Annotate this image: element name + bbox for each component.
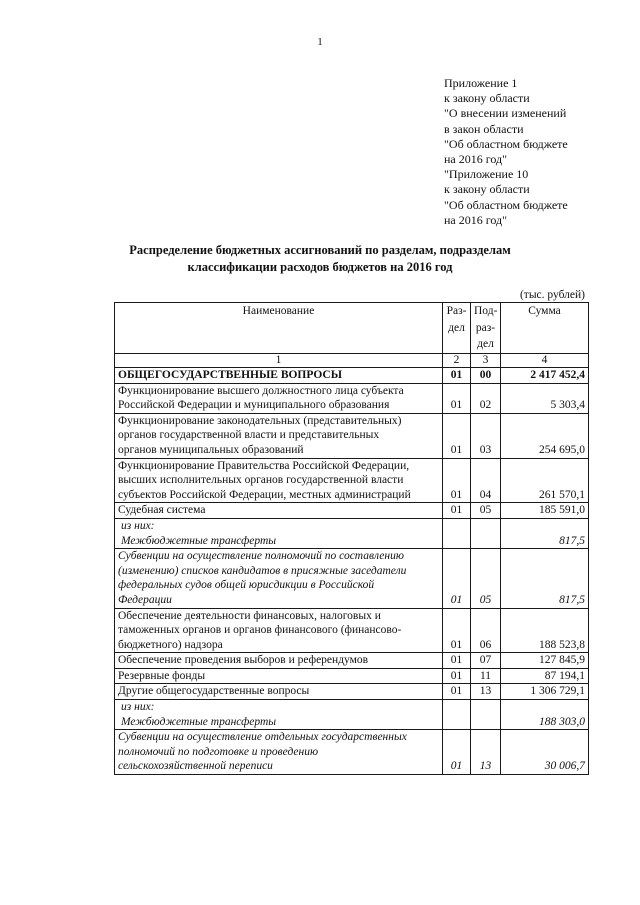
row-amount: 254 695,0 — [501, 413, 589, 458]
row-name-line: Федерации — [118, 593, 172, 606]
row-name-line: Функционирование высшего должностного лица субъекта — [118, 384, 404, 397]
page-number: 1 — [317, 36, 323, 48]
table-row — [115, 549, 589, 608]
row-amount: 188 303,0 — [501, 700, 589, 730]
row-name — [115, 608, 443, 653]
row-section: 01 — [443, 730, 471, 775]
row-name-line: федеральных судов общей юрисдикции в Российской — [118, 579, 375, 592]
appendix-line: к закону области — [444, 91, 530, 106]
appendix-line: "Приложение 10 — [444, 167, 529, 182]
row-amount: 30 006,7 — [501, 730, 589, 775]
row-section: 01 — [443, 684, 471, 700]
row-section — [443, 700, 471, 730]
row-name-line: Обеспечение деятельности финансовых, налоговых и — [118, 609, 381, 622]
header-subsection — [471, 303, 501, 354]
row-amount: 185 591,0 — [501, 503, 589, 519]
row-name-line: (изменению) списков кандидатов в присяжные заседатели — [118, 564, 407, 577]
row-amount: 127 845,9 — [501, 653, 589, 669]
row-name-line: из них: — [121, 701, 155, 714]
row-amount: 1 306 729,1 — [501, 684, 589, 700]
header-subsection-line: раз- — [475, 321, 496, 334]
row-name-line: органов государственной власти и представительных — [118, 429, 380, 442]
column-number: 2 — [443, 354, 471, 368]
header-amount: Сумма — [501, 303, 589, 354]
row-name — [115, 730, 443, 775]
table-header-row — [115, 303, 589, 354]
table-row — [115, 730, 589, 775]
row-name-line: Межбюджетные трансферты — [121, 534, 277, 547]
row-name-line: Межбюджетные трансферты — [121, 715, 277, 728]
row-section: 01 — [443, 458, 471, 503]
row-subsection — [471, 700, 501, 730]
units-label: (тыс. рублей) — [519, 289, 585, 301]
header-section-line: дел — [448, 321, 465, 334]
row-name — [115, 413, 443, 458]
row-name — [115, 518, 443, 548]
row-name — [115, 368, 443, 384]
row-name-line: полномочий по подготовке и проведению — [118, 745, 319, 758]
header-section-line: Раз- — [446, 305, 467, 317]
title-line: Распределение бюджетных ассигнований по разделам, подразделам — [129, 243, 511, 257]
appendix-line: "Об областном бюджете — [444, 197, 568, 212]
appendix-line: к закону области — [444, 182, 530, 197]
row-amount: 261 570,1 — [501, 458, 589, 503]
row-subsection: 05 — [471, 549, 501, 608]
column-number: 4 — [501, 354, 589, 368]
row-section: 01 — [443, 368, 471, 384]
row-amount: 817,5 — [501, 518, 589, 548]
header-name: Наименование — [115, 303, 443, 354]
table-row — [115, 653, 589, 669]
appendix-line: "О внесении изменений — [444, 106, 567, 121]
table-row — [115, 458, 589, 503]
column-number-row — [115, 354, 589, 368]
table-row — [115, 413, 589, 458]
row-name-line: таможенных органов и органов финансового (финансово- — [118, 624, 402, 637]
row-name-line: бюджетного) надзора — [118, 638, 223, 651]
row-name-line: Субвенции на осуществление полномочий по составлению — [118, 550, 404, 563]
budget-table — [114, 302, 589, 775]
table-row — [115, 700, 589, 730]
row-name-line: Другие общегосударственные вопросы — [118, 685, 310, 698]
row-name-line: сельскохозяйственной переписи — [118, 760, 273, 773]
row-section: 01 — [443, 413, 471, 458]
row-subsection: 06 — [471, 608, 501, 653]
appendix-block — [444, 76, 634, 228]
row-name — [115, 684, 443, 700]
row-name-line: Судебная система — [118, 504, 206, 517]
row-subsection — [471, 518, 501, 548]
row-subsection: 13 — [471, 684, 501, 700]
table-row — [115, 608, 589, 653]
row-amount: 817,5 — [501, 549, 589, 608]
row-name-line: Функционирование законодательных (представительных) — [118, 414, 402, 427]
table-row — [115, 383, 589, 413]
row-subsection: 03 — [471, 413, 501, 458]
row-name — [115, 700, 443, 730]
appendix-line: на 2016 год" — [444, 212, 508, 227]
appendix-line: в закон области — [444, 121, 524, 136]
row-subsection: 11 — [471, 668, 501, 684]
row-amount: 188 523,8 — [501, 608, 589, 653]
column-number: 3 — [471, 354, 501, 368]
appendix-line: "Об областном бюджете — [444, 136, 568, 151]
row-section: 01 — [443, 383, 471, 413]
table-row — [115, 668, 589, 684]
row-section: 01 — [443, 503, 471, 519]
row-name-line: Субвенции на осуществление отдельных государственных — [118, 731, 407, 744]
row-name-line: органов муниципальных образований — [118, 443, 304, 456]
row-name-line: Функционирование Правительства Российской Федерации, — [118, 459, 410, 472]
row-name-line: Российской Федерации и муниципального образования — [118, 399, 390, 412]
row-section: 01 — [443, 653, 471, 669]
document-title — [110, 242, 530, 276]
row-name — [115, 383, 443, 413]
appendix-line: на 2016 год" — [444, 152, 508, 167]
appendix-line: Приложение 1 — [444, 76, 518, 90]
column-number: 1 — [115, 354, 443, 368]
row-name-line: Обеспечение проведения выборов и референдумов — [118, 654, 369, 667]
row-name-line: субъектов Российской Федерации, местных администраций — [118, 488, 411, 501]
row-name — [115, 653, 443, 669]
row-amount: 2 417 452,4 — [501, 368, 589, 384]
row-subsection: 04 — [471, 458, 501, 503]
row-name-line: высших исполнительных органов государственной власти — [118, 474, 404, 487]
row-name — [115, 458, 443, 503]
row-subsection: 00 — [471, 368, 501, 384]
row-name-line: из них: — [121, 519, 155, 532]
header-section — [443, 303, 471, 354]
row-name — [115, 549, 443, 608]
table-row — [115, 684, 589, 700]
row-subsection: 02 — [471, 383, 501, 413]
row-section: 01 — [443, 608, 471, 653]
row-section: 01 — [443, 668, 471, 684]
table-row — [115, 503, 589, 519]
row-amount: 5 303,4 — [501, 383, 589, 413]
budget-table-body — [115, 303, 589, 775]
header-subsection-line: дел — [477, 338, 494, 350]
row-name-line: ОБЩЕГОСУДАРСТВЕННЫЕ ВОПРОСЫ — [118, 369, 343, 381]
row-section — [443, 518, 471, 548]
row-section: 01 — [443, 549, 471, 608]
title-line: классификации расходов бюджетов на 2016 год — [187, 260, 453, 274]
row-subsection: 13 — [471, 730, 501, 775]
row-name — [115, 668, 443, 684]
row-name-line: Резервные фонды — [118, 669, 206, 682]
header-subsection-line: Под- — [474, 305, 498, 317]
row-amount: 87 194,1 — [501, 668, 589, 684]
table-row — [115, 518, 589, 548]
row-name — [115, 503, 443, 519]
row-subsection: 05 — [471, 503, 501, 519]
row-subsection: 07 — [471, 653, 501, 669]
table-row — [115, 368, 589, 384]
